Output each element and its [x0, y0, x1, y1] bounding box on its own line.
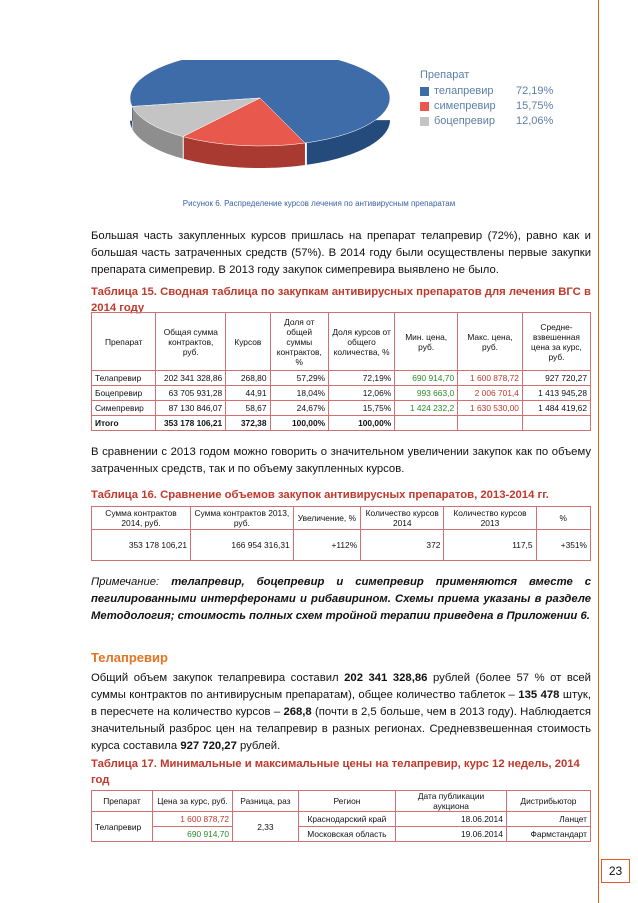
legend-swatch — [420, 87, 429, 96]
column-header: Сумма контрактов 2013, руб. — [191, 507, 294, 530]
table-cell: 927 720,27 — [522, 371, 590, 386]
table-cell: 72,19% — [329, 371, 395, 386]
table-cell: 372,38 — [226, 416, 270, 431]
table-cell: Московская область — [298, 827, 395, 842]
table-cell: 1 630 530,00 — [458, 401, 523, 416]
table-cell: 2,33 — [233, 812, 299, 842]
paragraph-comparison: В сравнении с 2013 годом можно говорить о значительном увеличении закупок как по объему затраченных средств, так и по объему закупленных курсов. — [91, 446, 591, 475]
legend-value: 72,19% — [516, 85, 554, 97]
column-header: Количество курсов 2013 — [444, 507, 536, 530]
paragraph-telaprevir — [91, 670, 591, 755]
column-header: Увеличение, % — [293, 507, 361, 530]
page-margin-line — [598, 0, 599, 903]
table-cell: 1 424 232,2 — [395, 401, 458, 416]
table-cell: 57,29% — [270, 371, 329, 386]
table-cell: Итого — [92, 416, 156, 431]
column-header: Макс. цена, руб. — [458, 313, 523, 371]
table-cell: 353 178 106,21 — [156, 416, 226, 431]
table-cell: 18,04% — [270, 386, 329, 401]
table-cell: +112% — [293, 530, 361, 561]
table-cell: 12,06% — [329, 386, 395, 401]
table-cell: 63 705 931,28 — [156, 386, 226, 401]
table-cell: Ланцет — [506, 812, 590, 827]
table-cell: 690 914,70 — [152, 827, 232, 842]
column-header: Сумма контрактов 2014, руб. — [92, 507, 191, 530]
table-cell: 18.06.2014 — [396, 812, 507, 827]
text-bold: 927 720,27 — [180, 740, 237, 752]
table-cell: 87 130 846,07 — [156, 401, 226, 416]
section-title: Телапревир — [91, 650, 168, 665]
table-row — [92, 812, 591, 827]
table-16 — [91, 506, 591, 561]
table-17 — [91, 790, 591, 842]
table-header-row — [92, 791, 591, 812]
table-cell: Симепревир — [92, 401, 156, 416]
table-cell: +351% — [536, 530, 590, 561]
column-header: Цена за курс, руб. — [152, 791, 232, 812]
column-header: Доля от общей суммы контрактов, % — [270, 313, 329, 371]
table-cell: 19.06.2014 — [396, 827, 507, 842]
table-cell — [395, 416, 458, 431]
table-cell: 24,67% — [270, 401, 329, 416]
table-cell — [522, 416, 590, 431]
legend-value: 15,75% — [516, 100, 554, 112]
text-run: рублей (более 57 % от всей суммы контрактов по антивирусным препаратам), общее количество таблеток – — [91, 672, 591, 701]
column-header: Доля курсов от общего количества, % — [329, 313, 395, 371]
column-header: Дистрибьютор — [506, 791, 590, 812]
text-run: рублей. — [236, 740, 281, 752]
text-run: штук, в пересчете на количество курсов – — [91, 689, 592, 718]
table-row — [92, 401, 591, 416]
table-cell: 44,91 — [226, 386, 270, 401]
legend-label: симепревир — [434, 100, 496, 112]
table-cell: 15,75% — [329, 401, 395, 416]
column-header: Препарат — [92, 791, 153, 812]
table-cell: 993 663,0 — [395, 386, 458, 401]
column-header: Дата публикации аукциона — [396, 791, 507, 812]
table-cell: 117,5 — [444, 530, 536, 561]
legend-label: боцепревир — [434, 115, 496, 127]
column-header: Регион — [298, 791, 395, 812]
column-header: Количество курсов 2014 — [361, 507, 444, 530]
table-cell: 100,00% — [270, 416, 329, 431]
table-cell: 58,67 — [226, 401, 270, 416]
table-row — [92, 827, 591, 842]
legend-title: Препарат — [420, 69, 470, 81]
text-run: Общий объем закупок телапревира составил — [91, 672, 345, 684]
table-cell: 372 — [361, 530, 444, 561]
table15-title: Таблица 15. Сводная таблица по закупкам антивирусных препаратов для лечения ВГС в 2014 году — [91, 286, 591, 314]
pie-chart — [120, 60, 580, 210]
legend-item-telaprevir — [420, 84, 553, 99]
table-cell: Краснодарский край — [298, 812, 395, 827]
legend-item-boceprevir — [420, 114, 553, 129]
note-text: телапревир, боцепревир и симепревир применяются вместе с пегилированными интерферонами и рибавирином. Схемы приема указаны в разделе Методология; стоимость полных схем тройной терапии приведена в Приложении 6. — [91, 576, 592, 622]
table17-title: Таблица 17. Минимальные и максимальные цены на телапревир, курс 12 недель, 2014 год — [91, 758, 580, 786]
chart-legend — [420, 68, 553, 129]
pie-chart-svg — [120, 60, 420, 210]
table-header-row — [92, 313, 591, 371]
table-total-row — [92, 416, 591, 431]
page-number: 23 — [601, 859, 630, 883]
column-header: Мин. цена, руб. — [395, 313, 458, 371]
note-paragraph — [91, 574, 591, 625]
legend-swatch — [420, 102, 429, 111]
table-cell: 690 914,70 — [395, 371, 458, 386]
column-header: Курсов — [226, 313, 270, 371]
table-cell: 166 954 316,31 — [191, 530, 294, 561]
column-header: % — [536, 507, 590, 530]
table-cell: Телапревир — [92, 371, 156, 386]
legend-value: 12,06% — [516, 115, 554, 127]
table-cell: 100,00% — [329, 416, 395, 431]
table-cell — [458, 416, 523, 431]
text-bold: 202 341 328,86 — [344, 672, 428, 684]
table-cell: 1 413 945,28 — [522, 386, 590, 401]
table-cell: 2 006 701,4 — [458, 386, 523, 401]
table-cell: 1 600 878,72 — [152, 812, 232, 827]
column-header: Разница, раз — [233, 791, 299, 812]
table-cell: 1 484 419,62 — [522, 401, 590, 416]
column-header: Средне-взвешенная цена за курс, руб. — [522, 313, 590, 371]
legend-swatch — [420, 117, 429, 126]
table-cell: Боцепревир — [92, 386, 156, 401]
note-label: Примечание: — [91, 576, 160, 588]
table-row — [92, 371, 591, 386]
table-cell: 353 178 106,21 — [92, 530, 191, 561]
table-cell: 268,80 — [226, 371, 270, 386]
column-header: Общая сумма контрактов, руб. — [156, 313, 226, 371]
table-row — [92, 530, 591, 561]
text-bold: 268,8 — [283, 706, 312, 718]
legend-item-simeprevir — [420, 99, 553, 114]
paragraph-intro: Большая часть закупленных курсов пришлась на препарат телапревир (72%), равно как и большая часть затраченных средств (57%). В 2014 году были осуществлены первые закупки препарата симепревир. В 2013 году закупок симепревира выявлено не было. — [91, 230, 591, 276]
table-row — [92, 386, 591, 401]
table-header-row — [92, 507, 591, 530]
text-run: (почти в 2,5 больше, чем в 2013 году). Наблюдается значительный разброс цен на телапревир в разных регионах. Средневзвешенная стоимость курса составила — [91, 706, 591, 752]
table-cell: 1 600 878,72 — [458, 371, 523, 386]
table-15 — [91, 312, 591, 431]
figure-caption: Рисунок 6. Распределение курсов лечения по антивирусным препаратам — [182, 199, 456, 208]
table16-title: Таблица 16. Сравнение объемов закупок антивирусных препаратов, 2013-2014 гг. — [91, 489, 549, 501]
table-cell: Телапревир — [92, 812, 153, 842]
table-cell: 202 341 328,86 — [156, 371, 226, 386]
table-cell: Фармстандарт — [506, 827, 590, 842]
column-header: Препарат — [92, 313, 156, 371]
text-bold: 135 478 — [518, 689, 560, 701]
legend-label: телапревир — [434, 85, 494, 97]
